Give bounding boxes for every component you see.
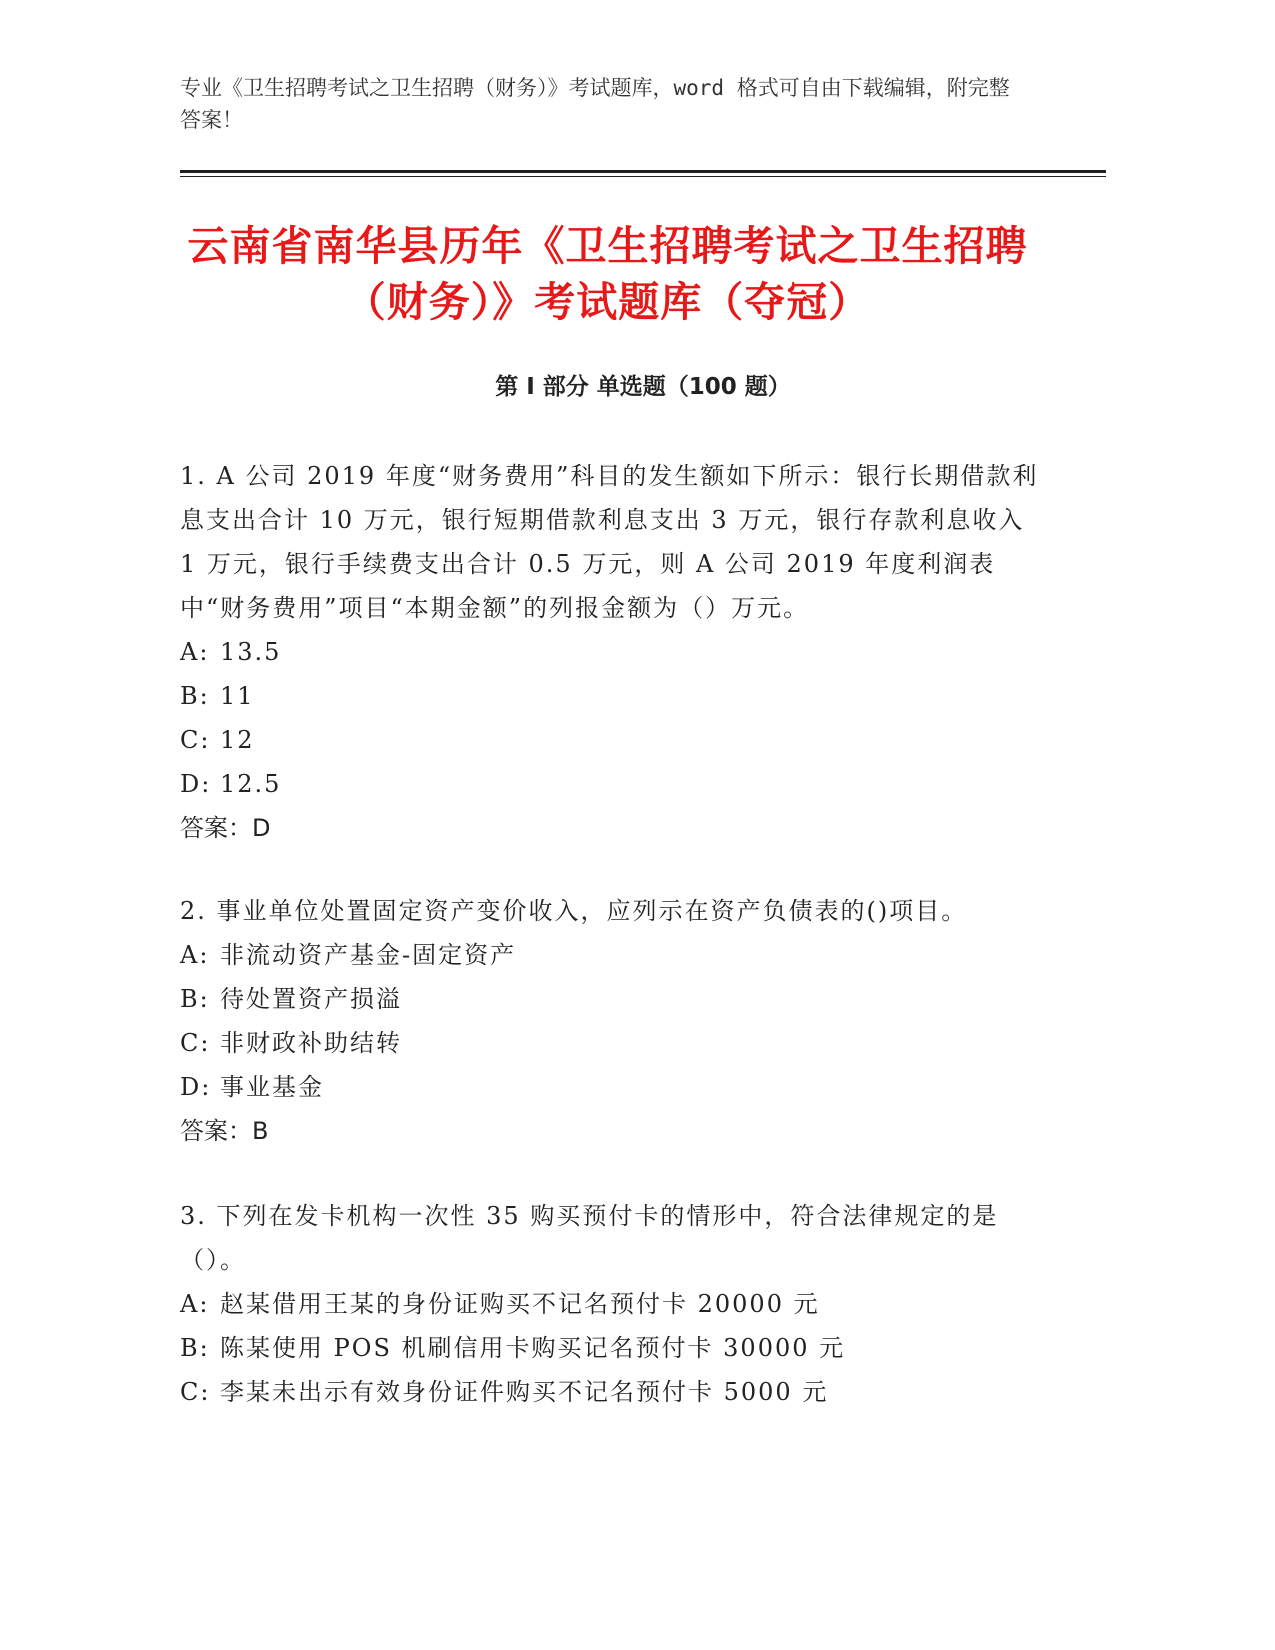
option-b bbox=[180, 1326, 1040, 1370]
option-text: 李某未出示有效身份证件购买不记名预付卡 5000 元 bbox=[220, 1378, 829, 1406]
option-letter: B: bbox=[180, 985, 210, 1013]
header-divider-thin bbox=[180, 176, 1106, 177]
option-letter: C: bbox=[180, 726, 211, 754]
option-b bbox=[180, 977, 1040, 1021]
option-text: 13.5 bbox=[220, 638, 282, 666]
option-text: 事业基金 bbox=[220, 1073, 324, 1101]
option-c bbox=[180, 1021, 1040, 1065]
option-letter: B: bbox=[180, 682, 210, 710]
option-letter: A: bbox=[180, 941, 210, 969]
option-text: 非财政补助结转 bbox=[220, 1029, 402, 1057]
option-letter: B: bbox=[180, 1334, 210, 1362]
option-c bbox=[180, 1370, 1040, 1414]
section-heading: 第 I 部分 单选题（100 题） bbox=[495, 374, 791, 400]
option-d bbox=[180, 762, 1040, 806]
header-divider-thick bbox=[180, 170, 1106, 173]
option-letter: C: bbox=[180, 1029, 211, 1057]
option-text: 陈某使用 POS 机刷信用卡购买记名预付卡 30000 元 bbox=[220, 1334, 846, 1362]
option-a bbox=[180, 1282, 1040, 1326]
question-3 bbox=[180, 1194, 1040, 1414]
option-letter: C: bbox=[180, 1378, 211, 1406]
option-letter: D: bbox=[180, 1073, 212, 1101]
option-a bbox=[180, 933, 1040, 977]
option-text: 11 bbox=[220, 682, 255, 710]
option-a bbox=[180, 630, 1040, 674]
question-stem: 2. 事业单位处置固定资产变价收入，应列示在资产负债表的()项目。 bbox=[180, 897, 968, 925]
option-text: 赵某借用王某的身份证购买不记名预付卡 20000 元 bbox=[220, 1290, 820, 1318]
option-d bbox=[180, 1065, 1040, 1109]
option-c bbox=[180, 718, 1040, 762]
option-text: 12.5 bbox=[220, 770, 282, 798]
answer: 答案：D bbox=[180, 814, 271, 842]
option-text: 12 bbox=[220, 726, 255, 754]
question-2 bbox=[180, 889, 1040, 1153]
header-note: 专业《卫生招聘考试之卫生招聘（财务）》考试题库，word 格式可自由下载编辑，附完整答案！ bbox=[180, 76, 1010, 132]
option-text: 待处置资产损溢 bbox=[220, 985, 402, 1013]
question-stem: 3. 下列在发卡机构一次性 35 购买预付卡的情形中，符合法律规定的是（）。 bbox=[180, 1202, 999, 1274]
question-stem: 1. A 公司 2019 年度“财务费用”科目的发生额如下所示：银行长期借款利息支出合计 10 万元，银行短期借款利息支出 3 万元，银行存款利息收入 1 万元，银行手续费支出合计 0.5 万元，则 A 公司 2019 年度利润表中“财务费用”项目“本期金额”的列报金额为（）万元。 bbox=[180, 462, 1039, 622]
option-text: 非流动资产基金-固定资产 bbox=[220, 941, 517, 969]
option-b bbox=[180, 674, 1040, 718]
question-1 bbox=[180, 454, 1040, 850]
answer: 答案：B bbox=[180, 1117, 269, 1145]
document-title: 云南省南华县历年《卫生招聘考试之卫生招聘（财务）》考试题库（夺冠） bbox=[187, 222, 1028, 326]
option-letter: D: bbox=[180, 770, 212, 798]
option-letter: A: bbox=[180, 638, 210, 666]
option-letter: A: bbox=[180, 1290, 210, 1318]
